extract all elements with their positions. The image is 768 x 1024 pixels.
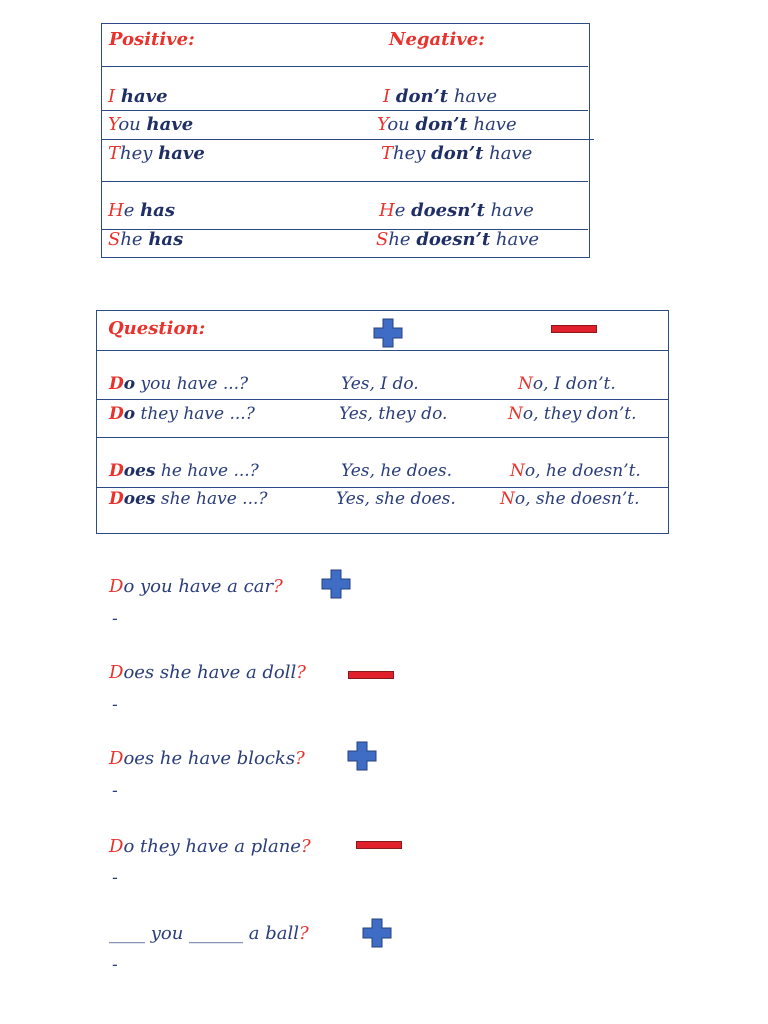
plus-icon <box>321 569 351 599</box>
positive-row: She has <box>108 229 184 250</box>
answer-line[interactable]: - <box>112 868 118 887</box>
plus-icon <box>347 741 377 771</box>
answer-line[interactable]: - <box>112 781 118 800</box>
table2-divider <box>97 487 668 488</box>
positive-row: I have <box>108 86 168 107</box>
negative-row: He doesn’t have <box>379 200 534 221</box>
no-answer: No, she doesn’t. <box>500 489 640 509</box>
yes-answer: Yes, he does. <box>341 461 453 481</box>
question-row: Does she have ...? <box>109 489 268 509</box>
table1-divider <box>102 110 588 111</box>
no-answer: No, he doesn’t. <box>510 461 641 481</box>
negative-row: She doesn’t have <box>376 229 540 250</box>
question-row: Do they have ...? <box>109 404 255 424</box>
positive-row: They have <box>108 143 205 164</box>
answer-line[interactable]: - <box>112 695 118 714</box>
exercise-question: Does she have a doll? <box>109 662 306 683</box>
table1-divider <box>102 139 594 140</box>
negative-row: They don’t have <box>381 143 533 164</box>
table2-divider <box>97 399 668 400</box>
positive-row: You have <box>108 114 194 135</box>
positive-negative-table <box>101 23 590 258</box>
negative-row: I don’t have <box>383 86 497 107</box>
exercise-question: Do they have a plane? <box>109 836 311 857</box>
table1-divider <box>102 181 588 182</box>
yes-answer: Yes, I do. <box>341 374 419 394</box>
minus-icon <box>348 671 394 679</box>
minus-icon <box>551 325 597 333</box>
negative-header: Negative: <box>389 29 485 50</box>
answer-line[interactable]: - <box>112 609 118 628</box>
plus-icon <box>373 318 403 348</box>
exercise-question: Do you have a car? <box>109 576 283 597</box>
yes-answer: Yes, they do. <box>339 404 448 424</box>
yes-answer: Yes, she does. <box>336 489 456 509</box>
negative-row: You don’t have <box>377 114 517 135</box>
no-answer: No, they don’t. <box>508 404 637 424</box>
exercise-question: ____ you ______ a ball? <box>109 923 309 944</box>
table2-divider <box>97 437 668 438</box>
exercise-question: Does he have blocks? <box>109 748 305 769</box>
positive-row: He has <box>108 200 175 221</box>
table2-divider <box>97 350 668 351</box>
question-row: Do you have ...? <box>109 374 249 394</box>
plus-icon <box>362 918 392 948</box>
table1-divider <box>102 66 588 67</box>
question-row: Does he have ...? <box>109 461 259 481</box>
positive-header: Positive: <box>109 29 195 50</box>
answer-line[interactable]: - <box>112 955 118 974</box>
question-header: Question: <box>108 318 206 339</box>
no-answer: No, I don’t. <box>518 374 616 394</box>
minus-icon <box>356 841 402 849</box>
